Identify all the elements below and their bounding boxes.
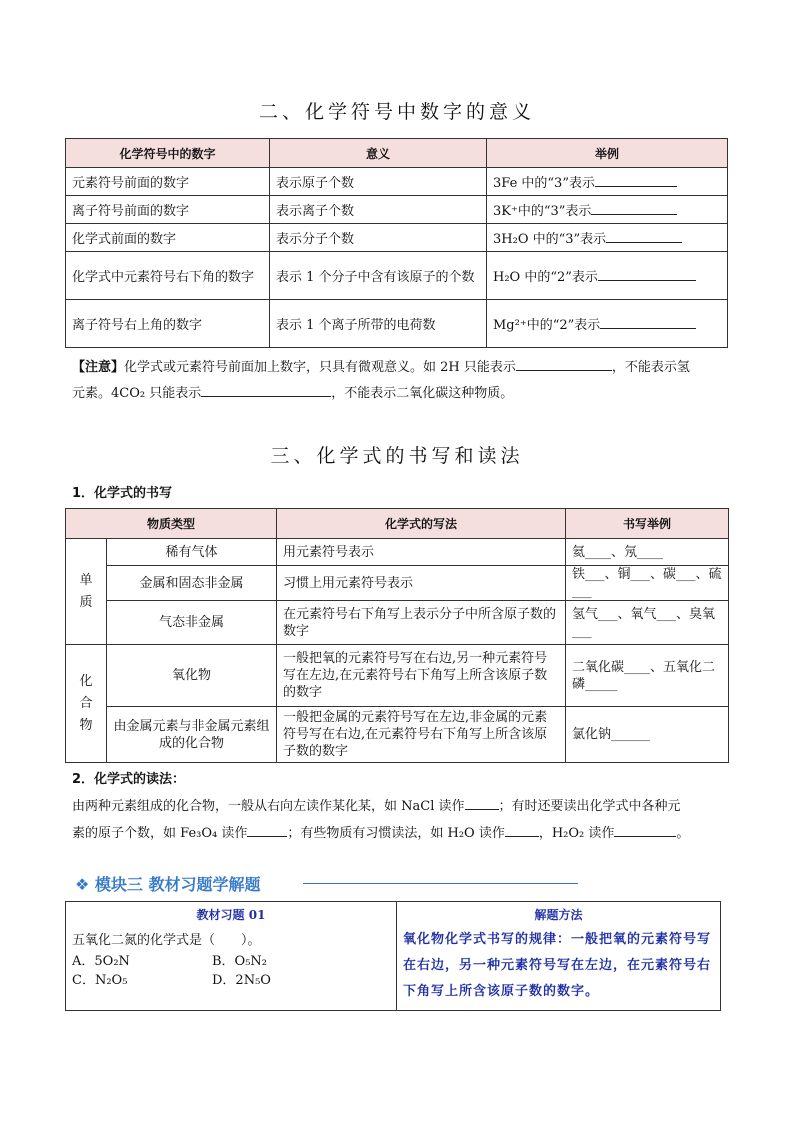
row-item: 离子符号前面的数字 (66, 196, 270, 224)
row-method: 一般把氧的元素符号写在右边,另一种元素符号写在左边,在元素符号右下角写上所含该原子数的数字 (277, 645, 566, 707)
row-item: 离子符号右上角的数字 (66, 300, 270, 348)
row-example: 氯化钠______ (566, 707, 729, 763)
row-meaning: 表示原子个数 (270, 168, 487, 196)
table-row (66, 707, 729, 763)
header-method: 化学式的写法 (277, 509, 566, 539)
section2-title: 二、化学符号中数字的意义 (258, 101, 535, 123)
row-example: 3K⁺中的“3”表示 (487, 196, 728, 224)
row-type: 气态非金属 (107, 601, 277, 645)
table-row (66, 539, 729, 566)
table-row (66, 566, 729, 601)
header-meaning: 意义 (270, 139, 487, 168)
row-example: 氢气___、氧气___、臭氧___ (566, 601, 729, 645)
subheading-writing: 1．化学式的书写 (72, 486, 173, 501)
row-item: 化学式前面的数字 (66, 224, 270, 252)
exercise-header: 教材习题 01 (196, 908, 266, 922)
row-method: 在元素符号右下角写上表示分子中所含原子数的数字 (277, 601, 566, 645)
question-text: 五氧化二氮的化学式是（ ）。 (72, 933, 261, 948)
method-text: 氧化物化学式书写的规律：一般把氧的元素符号写在右边，另一种元素符号写在左边，在元素符号右下角写上所含该原子数的数字。 (403, 932, 712, 999)
table-row (66, 224, 728, 252)
option-a: A．5O₂N (72, 954, 130, 969)
method-header: 解题方法 (534, 908, 583, 922)
row-method: 用元素符号表示 (277, 539, 566, 566)
table-row (66, 601, 729, 645)
note-paragraph: 【注意】化学式或元素符号前面加上数字，只具有微观意义。如 2H 只能表示 ，不能表示氢 元素。4CO₂ 只能表示 ，不能表示二氧化碳这种物质。 (72, 355, 732, 407)
symbol-number-table (65, 138, 728, 348)
option-c: C．N₂O₅ (72, 973, 128, 988)
row-example: 3Fe 中的“3”表示 (487, 168, 728, 196)
header-item: 化学符号中的数字 (66, 139, 270, 168)
row-example: 3H₂O 中的“3”表示 (487, 224, 728, 252)
row-example: 铁___、铜___、碳___、硫___ (566, 566, 729, 601)
section3-title: 三、化学式的书写和读法 (270, 445, 524, 467)
row-example: Mg²⁺中的“2”表示 (487, 300, 728, 348)
row-example: H₂O 中的“2”表示 (487, 252, 728, 300)
group-compounds: 化合物 (66, 645, 107, 763)
row-type: 稀有气体 (107, 539, 277, 566)
subheading-reading: 2．化学式的读法： (72, 772, 186, 787)
row-item: 化学式中元素符号右下角的数字 (66, 252, 270, 300)
row-method: 一般把金属的元素符号写在左边,非金属的元素符号写在右边,在元素符号右下角写上所含该原子数的数字 (277, 707, 566, 763)
row-meaning: 表示 1 个分子中含有该原子的个数 (270, 252, 487, 300)
exercise-left (66, 902, 397, 1011)
note-label: 【注意】 (72, 360, 125, 375)
row-type: 由金属元素与非金属元素组成的化合物 (107, 707, 277, 763)
row-item: 元素符号前面的数字 (66, 168, 270, 196)
row-example: 氦____、氖____ (566, 539, 729, 566)
option-d: D．2N₅O (212, 973, 271, 988)
header-example: 举例 (487, 139, 728, 168)
table-row (66, 300, 728, 348)
reading-paragraph: 由两种元素组成的化合物，一般从右向左读作某化某，如 NaCl 读作 ；有时还要读出化学式中各种元 素的原子个数，如 Fe₃O₄ 读作 ；有些物质有习惯读法，如 H₂O 读作 ，H₂O₂ 读作 。 (72, 793, 732, 847)
module3-title: ❖ 模块三 教材习题学解题 (75, 875, 261, 894)
row-example: 二氧化碳____、五氧化二磷_____ (566, 645, 729, 707)
exercise-right (397, 902, 721, 1011)
table-row (66, 196, 728, 224)
table-row (66, 168, 728, 196)
row-meaning: 表示分子个数 (270, 224, 487, 252)
exercise-box (65, 901, 721, 1011)
table-row (66, 645, 729, 707)
header-type: 物质类型 (66, 509, 277, 539)
group-elements: 单质 (66, 539, 107, 645)
row-type: 氧化物 (107, 645, 277, 707)
header-example: 书写举例 (566, 509, 729, 539)
double-diamond-icon: ❖ (75, 875, 90, 894)
module-divider (303, 883, 578, 884)
row-method: 习惯上用元素符号表示 (277, 566, 566, 601)
row-type: 金属和固态非金属 (107, 566, 277, 601)
option-b: B．O₅N₂ (212, 954, 268, 969)
row-meaning: 表示离子个数 (270, 196, 487, 224)
row-meaning: 表示 1 个离子所带的电荷数 (270, 300, 487, 348)
table-row (66, 252, 728, 300)
formula-writing-table (65, 508, 729, 763)
